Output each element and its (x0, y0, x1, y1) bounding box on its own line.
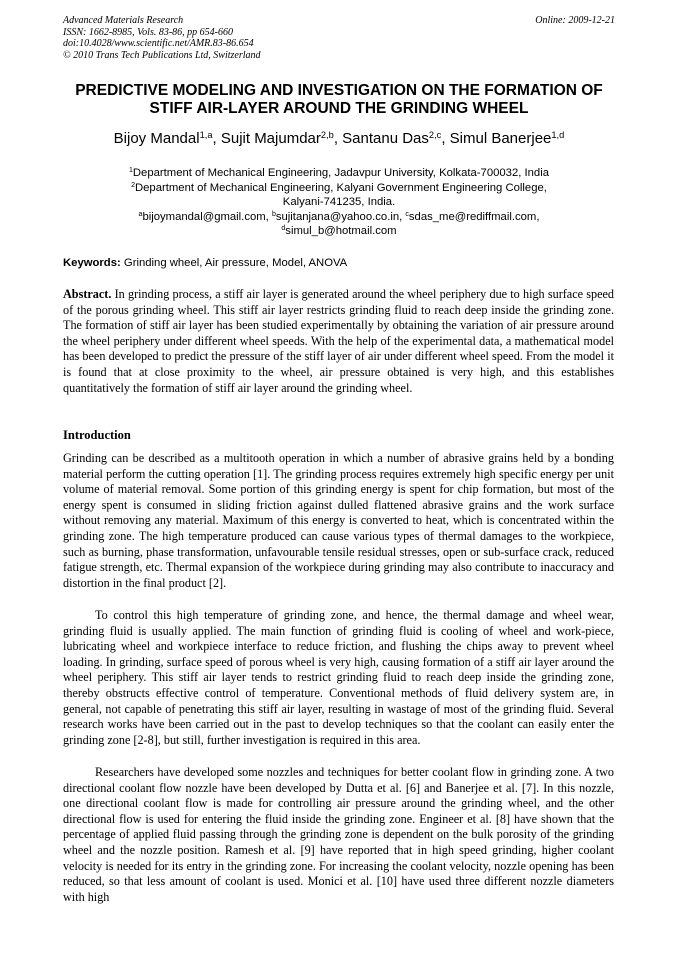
email-line (60, 210, 618, 225)
email-sup: c (405, 210, 409, 218)
email-address: simul_b@hotmail.com (285, 225, 397, 237)
paper-title (40, 82, 638, 118)
paragraph: Researchers have developed some nozzles and techniques for better coolant flow in grinding zone. A two directional coolant flow nozzle have been developed by Dutta et al. [6] and Banerjee et al. [7]. In this nozzle, one directional coolant flow is made for controlling air pressure around the grinding wheel, and the other directional flow is used for entering the fluid inside the grinding zone. Engineer et al. [8] have shown that the percentage of applied fluid passing through the grinding zone is dependent on the bulk porosity of the grinding wheel and the nozzle position. Ramesh et al. [9] have reported that in high speed grinding, higher coolant velocity is needed for its entry in the grinding zone. For increasing the coolant velocity, nozzle opening has been reduced, so that less amount of coolant is used. Monici et al. [10] have used three different nozzle diameters with high (63, 765, 614, 904)
author-name: Bijoy Mandal (113, 130, 200, 147)
affiliation-text: Department of Mechanical Engineering, Jadavpur University, Kolkata-700032, India (132, 167, 550, 179)
journal-name: Advanced Materials Research (63, 15, 184, 26)
copyright-line: © 2010 Trans Tech Publications Ltd, Switzerland (63, 49, 261, 61)
author-sup: 1,a (199, 129, 213, 140)
author-separator: , (333, 130, 343, 147)
section-heading: Introduction (63, 428, 131, 442)
affiliation-1 (60, 166, 618, 181)
paragraph: To control this high temperature of grinding zone, and hence, the thermal damage and wheel wear, grinding fluid is usually applied. The main function of grinding fluid is cooling of wheel and work-piece, lubricating wheel and workpiece interface to reduce friction, and flushing the chips away to prevent wheel loading. In grinding, surface speed of porous wheel is very high, causing formation of a stiff air layer around the wheel periphery. This stiff air layer tends to restrict grinding fluid to reach deep inside the grinding zone, thereby obstructs effective control of temperature. Conventional methods of fluid delivery system are, in general, not capable of penetrating this stiff air layer, resulting in wastage of most of the grinding fluid. Several research works have been carried out in the past to develop techniques so that the coolant can easily enter the grinding zone [2-8], but still, further investigation is required in this area. (63, 608, 614, 747)
email-sup: b (271, 210, 276, 218)
author-list (40, 130, 638, 148)
email-sup: a (138, 210, 143, 218)
online-date: Online: 2009-12-21 (535, 15, 615, 26)
author-sup: 2,b (320, 129, 334, 140)
keywords-text: Grinding wheel, Air pressure, Model, ANOVA (120, 257, 348, 269)
author-name: Simul Banerjee (449, 130, 552, 147)
email-address: sujitanjana@yahoo.co.in, (275, 210, 406, 223)
author-sup: 2,c (428, 129, 442, 140)
paragraph: Grinding can be described as a multitooth operation in which a number of abrasive grains held by a bonding material perform the cutting operation [1]. The grinding process requires extremely high specific energy per unit volume of material removal. Some portion of this grinding energy is spent for chip formation, but most of the energy spent is consumed in sliding friction against dulled flattened abrasive grains and the work surface without removing any material. Maximum of this energy is converted to heat, which is concentrated within the grinding zone. The high temperature produced can cause various types of thermal damages to the workpiece, such as burning, phase transformation, unfavourable tensile residual stresses, open or sub-surface crack, reduced fatigue strength, etc. Thermal expansion of the workpiece during grinding may also contribute to inaccuracy and distortion in the final product [2]. (63, 451, 614, 590)
affiliation-number: 2 (131, 181, 135, 189)
email-address: sdas_me@rediffmail.com, (408, 210, 540, 223)
author-separator: , (212, 130, 221, 147)
affiliation-number: 1 (128, 167, 133, 175)
abstract (63, 287, 614, 396)
email-line (60, 224, 618, 239)
issn-line: ISSN: 1662-8985, Vols. 83-86, pp 654-660 (63, 26, 233, 38)
journal-header (63, 15, 261, 61)
keywords (63, 257, 347, 269)
title-line-2: STIFF AIR-LAYER AROUND THE GRINDING WHEEL (149, 100, 529, 117)
author-name: Sujit Majumdar (220, 130, 321, 147)
title-line-1: PREDICTIVE MODELING AND INVESTIGATION ON THE FORMATION OF (75, 82, 603, 99)
abstract-label: Abstract. (63, 287, 112, 301)
affiliation-text: Department of Mechanical Engineering, Kalyani Government Engineering College, (134, 181, 547, 194)
author-sup: 1,d (551, 129, 565, 140)
abstract-text: In grinding process, a stiff air layer is generated around the wheel periphery due to high surface speed of the porous grinding wheel. This stiff air layer restricts grinding fluid to reach deep inside the grinding zone. The formation of stiff air layer has been studied experimentally by obtaining the variation of air pressure around the wheel periphery under different wheel speeds. With the help of the experimental data, a mathematical model has been developed to predict the pressure of the stiff layer of air under different wheel speed. From the model it is found that at close proximity to the wheel, air pressure obtained is very high, and this establishes quantitatively the formation of stiff air layer around the grinding wheel. (63, 287, 614, 395)
doi-line: doi:10.4028/www.scientific.net/AMR.83-86.654 (63, 38, 254, 49)
affiliation-2 (60, 181, 618, 196)
author-name: Santanu Das (342, 130, 429, 147)
email-sup: d (281, 225, 286, 233)
affiliation-2-cont: Kalyani-741235, India. (282, 196, 396, 208)
keywords-label: Keywords: (63, 257, 121, 269)
author-separator: , (441, 130, 450, 147)
email-address: bijoymandal@gmail.com, (142, 210, 272, 223)
affiliations (60, 166, 618, 239)
